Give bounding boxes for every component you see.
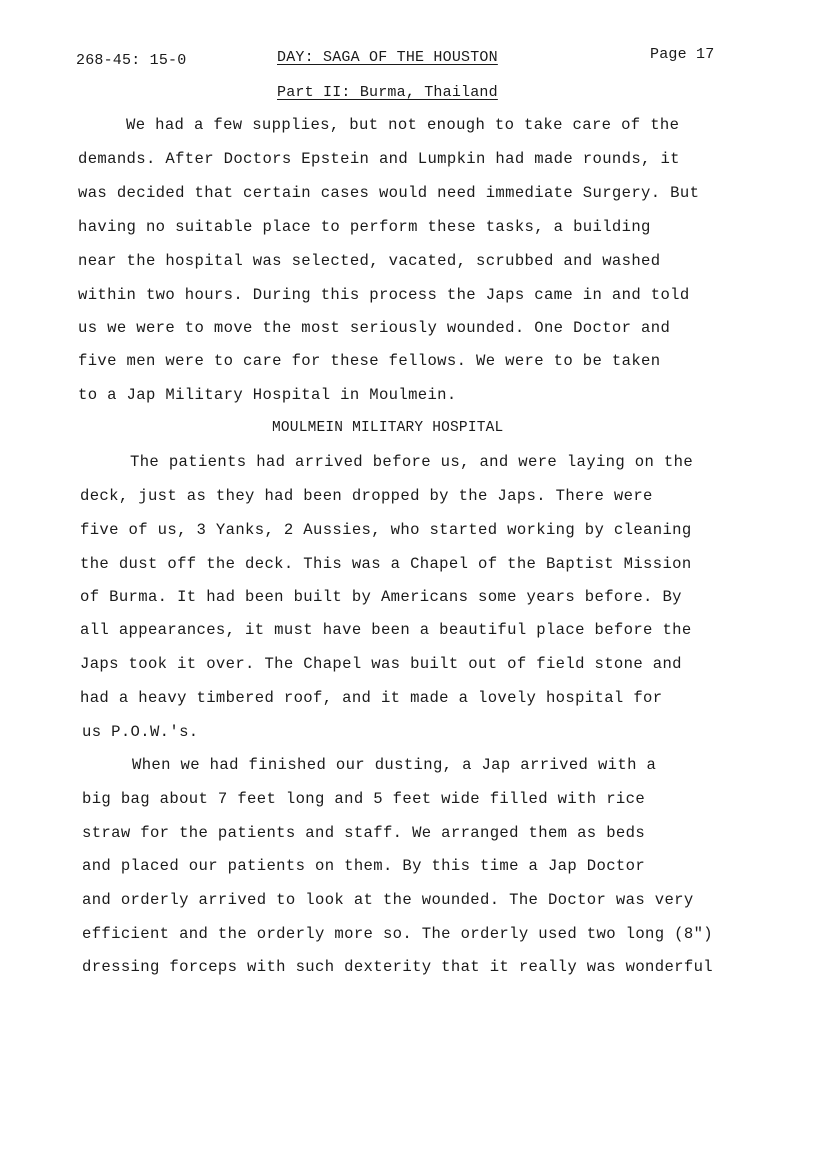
paragraph-1-line: We had a few supplies, but not enough to take care of the — [126, 116, 680, 134]
paragraph-1-line: us we were to move the most seriously wounded. One Doctor and — [78, 319, 671, 337]
document-reference: 268-45: 15-0 — [76, 52, 187, 69]
paragraph-2-line: us P.O.W.'s. — [82, 723, 199, 741]
paragraph-3-line: and placed our patients on them. By this time a Jap Doctor — [82, 857, 646, 875]
page-number: Page 17 — [650, 46, 715, 63]
paragraph-2-line: Japs took it over. The Chapel was built out of field stone and — [80, 655, 682, 673]
paragraph-1-line: within two hours. During this process the Japs came in and told — [78, 286, 690, 304]
paragraph-3-line: When we had finished our dusting, a Jap arrived with a — [132, 756, 657, 774]
paragraph-2-line: had a heavy timbered roof, and it made a lovely hospital for — [80, 689, 663, 707]
paragraph-1-line: demands. After Doctors Epstein and Lumpkin had made rounds, it — [78, 150, 680, 168]
paragraph-2-line: the dust off the deck. This was a Chapel of the Baptist Mission — [80, 555, 692, 573]
paragraph-1-line: near the hospital was selected, vacated, scrubbed and washed — [78, 252, 661, 270]
paragraph-3-line: and orderly arrived to look at the wounded. The Doctor was very — [82, 891, 694, 909]
paragraph-3-line: dressing forceps with such dexterity that it really was wonderful — [82, 958, 714, 976]
paragraph-1-line: was decided that certain cases would need immediate Surgery. But — [78, 184, 700, 202]
paragraph-2-line: of Burma. It had been built by Americans some years before. By — [80, 588, 682, 606]
paragraph-2-line: five of us, 3 Yanks, 2 Aussies, who started working by cleaning — [80, 521, 692, 539]
document-title: DAY: SAGA OF THE HOUSTON — [277, 49, 498, 66]
section-heading: MOULMEIN MILITARY HOSPITAL — [272, 420, 504, 436]
paragraph-2-line: all appearances, it must have been a beautiful place before the — [80, 621, 692, 639]
part-subtitle: Part II: Burma, Thailand — [277, 84, 498, 101]
paragraph-3-line: efficient and the orderly more so. The orderly used two long (8") — [82, 925, 714, 943]
paragraph-1-line: having no suitable place to perform these tasks, a building — [78, 218, 651, 236]
paragraph-2-line: deck, just as they had been dropped by the Japs. There were — [80, 487, 653, 505]
paragraph-3-line: big bag about 7 feet long and 5 feet wide filled with rice — [82, 790, 646, 808]
paragraph-1-line: five men were to care for these fellows. We were to be taken — [78, 352, 661, 370]
paragraph-3-line: straw for the patients and staff. We arranged them as beds — [82, 824, 646, 842]
paragraph-2-line: The patients had arrived before us, and were laying on the — [130, 453, 694, 471]
paragraph-1-line: to a Jap Military Hospital in Moulmein. — [78, 386, 457, 404]
